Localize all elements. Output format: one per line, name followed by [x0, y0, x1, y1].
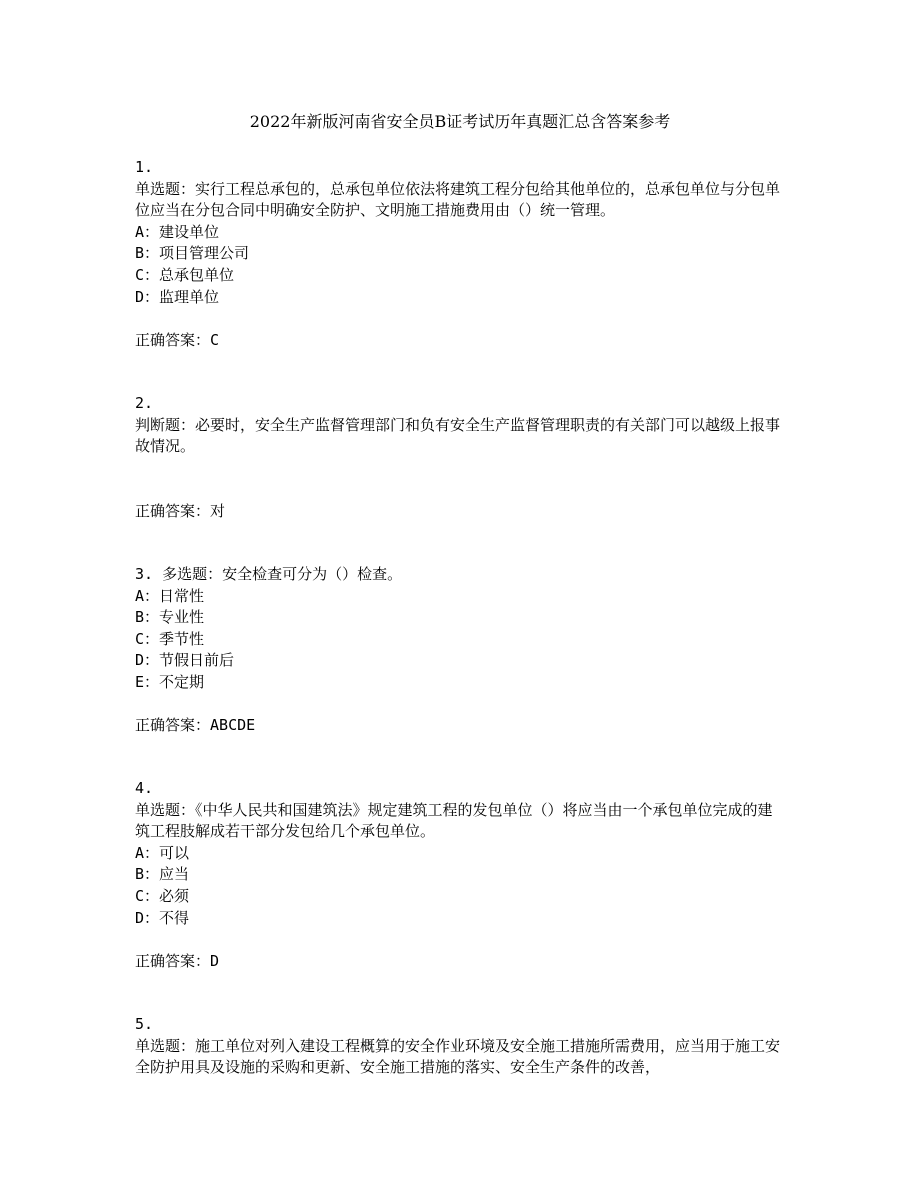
option-d: D：监理单位: [135, 287, 220, 306]
answer-label: 正确答案：: [135, 951, 211, 970]
answer-line: [135, 951, 785, 973]
question-block-3: [135, 564, 785, 737]
question-number: 3.: [135, 565, 154, 583]
question-stem: 单选题：实行工程总承包的，总承包单位依法将建筑工程分包给其他单位的，总承包单位与分包单位应当在分包合同中明确安全防护、文明施工措施费用由（）统一管理。: [135, 179, 781, 220]
question-block-2: [135, 393, 785, 523]
answer-value: 对: [210, 501, 226, 520]
question-number: 2.: [135, 394, 154, 412]
question-stem: 单选题：《中华人民共和国建筑法》规定建筑工程的发包单位（）将应当由一个承包单位完成的建筑工程肢解成若干部分发包给几个承包单位。: [135, 800, 773, 841]
option-c: C：必须: [135, 886, 190, 905]
question-block-1: [135, 157, 785, 351]
option-d: D：不得: [135, 908, 190, 927]
question-stem: 单选题：施工单位对列入建设工程概算的安全作业环境及安全施工措施所需费用，应当用于施工安全防护用具及设施的采购和更新、安全施工措施的落实、安全生产条件的改善，: [135, 1036, 781, 1077]
question-block-4: [135, 778, 785, 972]
option-a: A：建设单位: [135, 222, 220, 241]
spacer: [135, 458, 785, 501]
option-a: A：可以: [135, 843, 190, 862]
answer-line: [135, 715, 785, 737]
answer-line: [135, 330, 785, 352]
document-title: 2022年新版河南省安全员B证考试历年真题汇总含答案参考: [249, 112, 671, 131]
option-c: C：季节性: [135, 629, 205, 648]
option-b: B：项目管理公司: [135, 244, 250, 263]
question-number: 4.: [135, 779, 154, 797]
answer-label: 正确答案：: [135, 501, 211, 520]
answer-line: [135, 501, 785, 523]
question-stem: 判断题：必要时，安全生产监督管理部门和负有安全生产监督管理职责的有关部门可以越级上报事故情况。: [135, 415, 781, 456]
question-stem: 多选题：安全检查可分为（）检查。: [162, 565, 403, 583]
question-block-5: [135, 1014, 785, 1079]
question-number: 5.: [135, 1015, 154, 1033]
option-e: E：不定期: [135, 672, 205, 691]
spacer: [135, 308, 785, 330]
spacer: [135, 929, 785, 951]
question-number: 1.: [135, 158, 154, 176]
answer-value: D: [210, 951, 220, 970]
question-header: [135, 564, 785, 586]
option-b: B：应当: [135, 865, 190, 884]
spacer: [135, 694, 785, 716]
answer-label: 正确答案：: [135, 716, 211, 735]
answer-label: 正确答案：: [135, 330, 211, 349]
option-b: B：专业性: [135, 608, 205, 627]
option-a: A：日常性: [135, 586, 205, 605]
option-d: D：节假日前后: [135, 651, 235, 670]
answer-value: ABCDE: [210, 716, 256, 735]
answer-value: C: [210, 330, 220, 349]
option-c: C：总承包单位: [135, 265, 235, 284]
